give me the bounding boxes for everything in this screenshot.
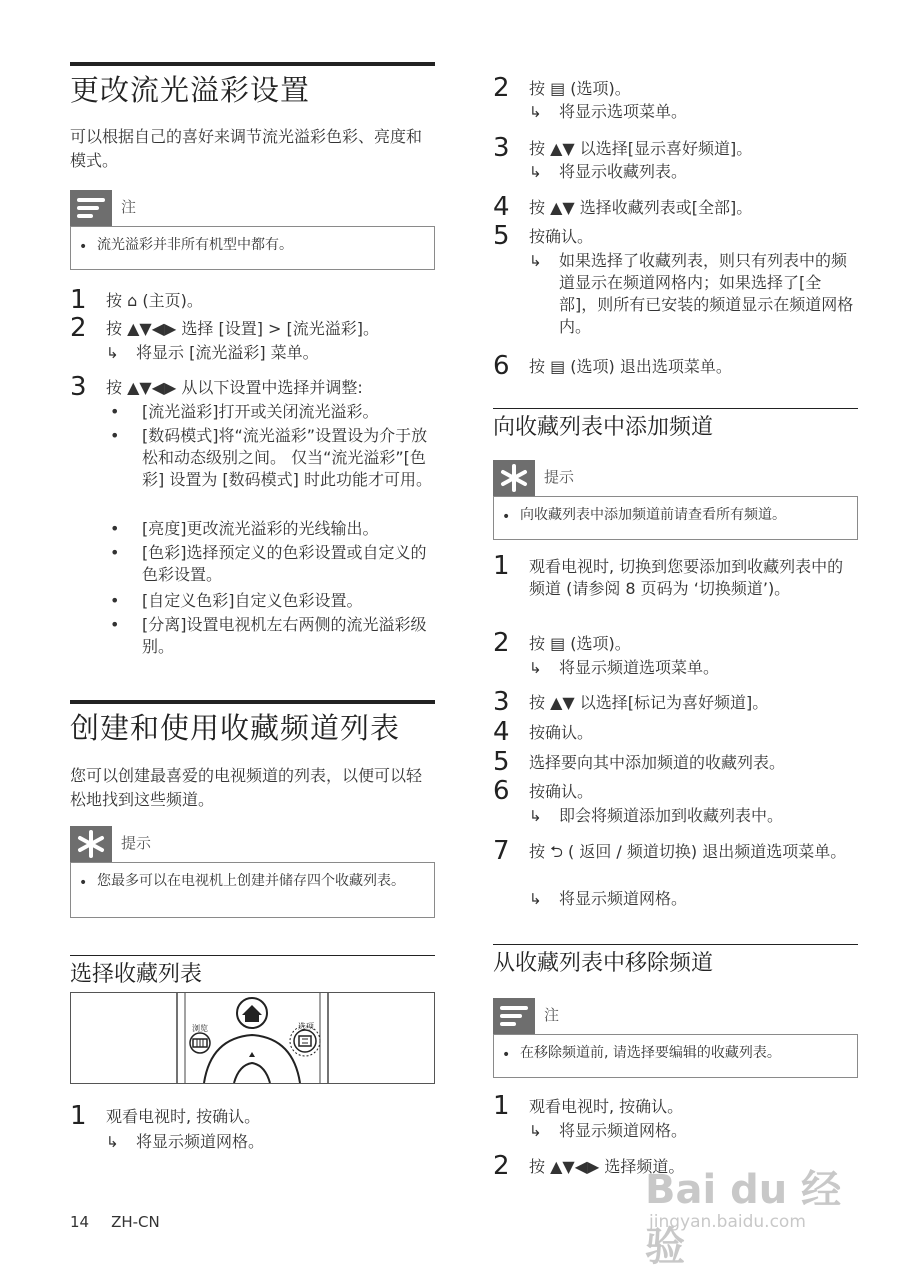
- tip-icon: [493, 460, 535, 496]
- section-title-add-channel: 向收藏列表中添加频道: [493, 408, 858, 443]
- note-icon: [70, 190, 112, 226]
- remote-illustration: [70, 992, 435, 1084]
- remote-control-image: [71, 993, 434, 1083]
- remote-browse-label: 浏览: [192, 1024, 208, 1033]
- page-footer: [70, 1213, 160, 1231]
- ambilight-intro: 可以根据自己的喜好来调节流光溢彩色彩、亮度和模式。: [70, 127, 423, 170]
- note-text: 在移除频道前, 请选择要编辑的收藏列表。: [520, 1045, 781, 1061]
- tip-label: 提示: [544, 468, 575, 486]
- note-label: 注: [121, 198, 137, 216]
- tip-label: 提示: [121, 834, 152, 852]
- section-title-ambilight: 更改流光溢彩设置: [70, 62, 435, 108]
- tip-icon: [70, 826, 112, 862]
- watermark-brand: Bai du 经验: [645, 1167, 842, 1270]
- note-text: 流光溢彩并非所有机型中都有。: [97, 237, 293, 253]
- asterisk-icon: [500, 464, 528, 492]
- note-label: 注: [544, 1006, 560, 1024]
- section-title-favourites: 创建和使用收藏频道列表: [70, 700, 435, 746]
- asterisk-icon: [77, 830, 105, 858]
- watermark-url: jingyan.baidu.com: [649, 1212, 806, 1232]
- tip-text: 向收藏列表中添加频道前请查看所有频道。: [520, 507, 786, 523]
- baidu-watermark: [645, 1150, 850, 1270]
- favourites-intro: 您可以创建最喜爱的电视频道的列表，以便可以轻松地找到这些频道。: [70, 766, 423, 809]
- language-code: ZH-CN: [111, 1213, 160, 1231]
- section-title-remove-channel: 从收藏列表中移除频道: [493, 944, 858, 979]
- remote-options-label: 选项: [298, 1022, 314, 1031]
- note-icon: [493, 998, 535, 1034]
- section-title-select-list: 选择收藏列表: [70, 955, 435, 990]
- tip-text: 您最多可以在电视机上创建并储存四个收藏列表。: [97, 873, 405, 889]
- page-number: 14: [70, 1213, 90, 1231]
